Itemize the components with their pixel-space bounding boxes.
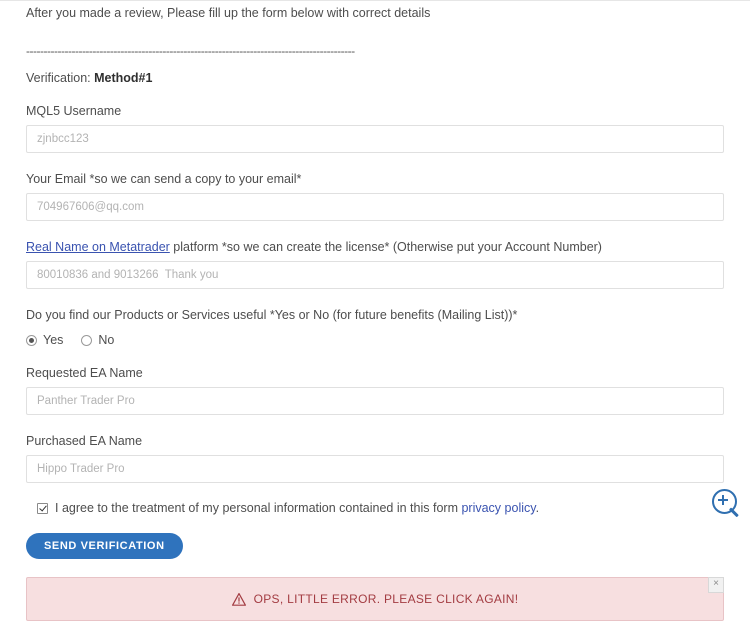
metatrader-link[interactable]: Real Name on Metatrader xyxy=(26,240,170,254)
real-name-label xyxy=(26,239,724,255)
radio-yes-label: Yes xyxy=(43,333,64,347)
radio-option-yes[interactable] xyxy=(26,333,63,347)
consent-text-main: I agree to the treatment of my personal information contained in this form xyxy=(55,501,462,515)
consent-row[interactable] xyxy=(26,501,724,515)
privacy-policy-link[interactable]: privacy policy xyxy=(461,501,536,515)
warning-triangle-icon xyxy=(232,593,246,606)
usefulness-radio-group xyxy=(26,333,724,347)
radio-no-label: No xyxy=(98,333,115,347)
intro-text: After you made a review, Please fill up the form below with correct details xyxy=(26,6,431,20)
consent-text xyxy=(55,501,539,515)
email-label: Your Email *so we can send a copy to your email* xyxy=(26,172,302,186)
usefulness-question-label: Do you find our Products or Services useful *Yes or No (for future benefits (Mailing List))* xyxy=(26,308,518,322)
dashed-divider: ---------------------------------------------------------------------------------------------- xyxy=(26,44,355,58)
radio-yes-indicator[interactable] xyxy=(26,335,37,346)
radio-no-indicator[interactable] xyxy=(81,335,92,346)
close-icon[interactable]: × xyxy=(708,577,724,593)
error-alert-message: OPS, LITTLE ERROR. PLEASE CLICK AGAIN! xyxy=(253,592,519,606)
email-input[interactable] xyxy=(26,193,724,221)
consent-text-period: . xyxy=(535,501,540,515)
mql5-username-label: MQL5 Username xyxy=(26,104,122,118)
real-name-input[interactable] xyxy=(26,261,724,289)
real-name-label-rest: platform *so we can create the license* (Otherwise put your Account Number) xyxy=(169,240,602,254)
requested-ea-name-label: Requested EA Name xyxy=(26,366,143,380)
verification-line xyxy=(26,71,724,85)
verification-label: Verification: xyxy=(26,71,91,85)
verification-method: Method#1 xyxy=(94,71,153,85)
purchased-ea-name-input[interactable] xyxy=(26,455,724,483)
purchased-ea-name-label: Purchased EA Name xyxy=(26,434,143,448)
consent-checkbox[interactable] xyxy=(37,503,48,514)
top-divider xyxy=(0,0,750,1)
radio-option-no[interactable] xyxy=(81,333,114,347)
error-alert xyxy=(26,577,724,621)
send-verification-button[interactable]: SEND VERIFICATION xyxy=(26,533,183,559)
mql5-username-input[interactable] xyxy=(26,125,724,153)
requested-ea-name-input[interactable] xyxy=(26,387,724,415)
